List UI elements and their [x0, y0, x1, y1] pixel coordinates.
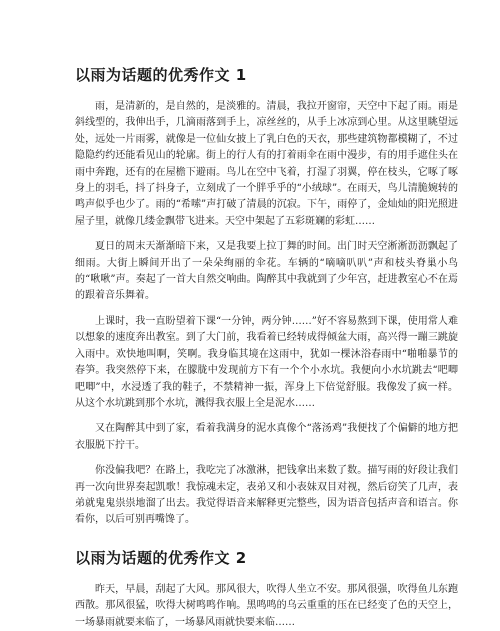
article-1-paragraph-4: 又在陶醉其中到了家，看着我满身的泥水真像个“落汤鸡”我便找了个偏僻的地方把衣服脱下拧干。: [75, 423, 458, 451]
article-1-title: 以雨为话题的优秀作文 1: [75, 66, 247, 84]
article-1-paragraph-5: 你没偏我吧？在路上，我吃完了冰激淋，把钱拿出来数了数。描写雨的好段让我们再一次向世界奏起凯歌！我惊魂未定，表弟又和小表妹双目对视，然后窃笑了几声，表弟就鬼鬼祟祟地溜了出去。我觉得语音来解释更完整些，因为语音包括声音和语言。你看你，以后可别再嘴馋了。: [75, 465, 458, 526]
article-1-paragraph-2: 夏日的周末天渐渐暗下来，又是我要上拉丁舞的时间。出门时天空淅淅沥沥飘起了细雨。大街上瞬间开出了一朵朵绚丽的伞花。车辆的“嘀嘀叭叭”声和枝头脊巢小鸟的“啾啾”声。奏起了一首大自然交响曲。陶醉其中我就到了少年宫，赶进教室心不在焉的跟着音乐舞着。: [75, 241, 458, 302]
article-1-paragraph-3: 上课时，我一直盼望着下课“一分钟，两分钟……”好不容易熬到下课，使用常人难以想象的速度奔出教室。到了大门前，我看着已经转成得倾盆大雨，高兴得一蹦三跳旋入雨中。欢快地叫啊，笑啊。我身临其境在这雨中，犹如一棵沐浴春雨中“啪啪暴节的春笋。我突然停下来，在朦胧中发现前方下有一个个小水坑。我便向小水坑跳去“吧唧吧唧”中，水浸透了我的鞋子，不禁精神一振，浑身上下倍觉舒服。我像发了疯一样。从这个水坑跳到那个水坑，溅得我衣服上全是泥水……: [75, 315, 458, 409]
article-2-title: 以雨为话题的优秀作文 2: [75, 548, 247, 567]
article-1-paragraph-1: 雨，是清新的，是自然的，是淡雅的。清晨，我拉开窗帘，天空中下起了雨。雨是斜线型的，我伸出手，几滴雨落到手上，凉丝丝的，从手上冰凉到心里。从这里眺望远处，远处一片雨雾，就像是一位仙女披上了乳白色的天衣，那些建筑物都模糊了，不过隐隐约约还能看见山的轮廓。街上的行人有的打着雨伞在雨中漫步，有的用手遮住头在雨中奔跑，还有的在屋檐下避雨。鸟儿在空中飞着，打湿了羽翼，停在枝头，它啄了啄身上的羽毛，抖了抖身子，立刻成了一个胖乎乎的“小绒球”。在雨天，鸟儿清脆婉转的鸣声似乎也少了。雨的“希嗦”声打破了清晨的沉寂。下午，雨停了，金灿灿的阳光照进屋子里，就像几缕金飘带飞进来。天空中架起了五彩斑斓的彩虹……: [75, 101, 458, 227]
article-2-paragraph-1: 昨天，早晨，刮起了大风。那风很大，吹得人坐立不安。那风很强，吹得鱼儿东跑西散。那风很猛，吹得大树鸣鸣作响。黑鸣鸣的乌云重重的压在已经变了色的天空上，一场暴雨就要来临了，一场暴风雨就快要来临……: [75, 583, 458, 628]
